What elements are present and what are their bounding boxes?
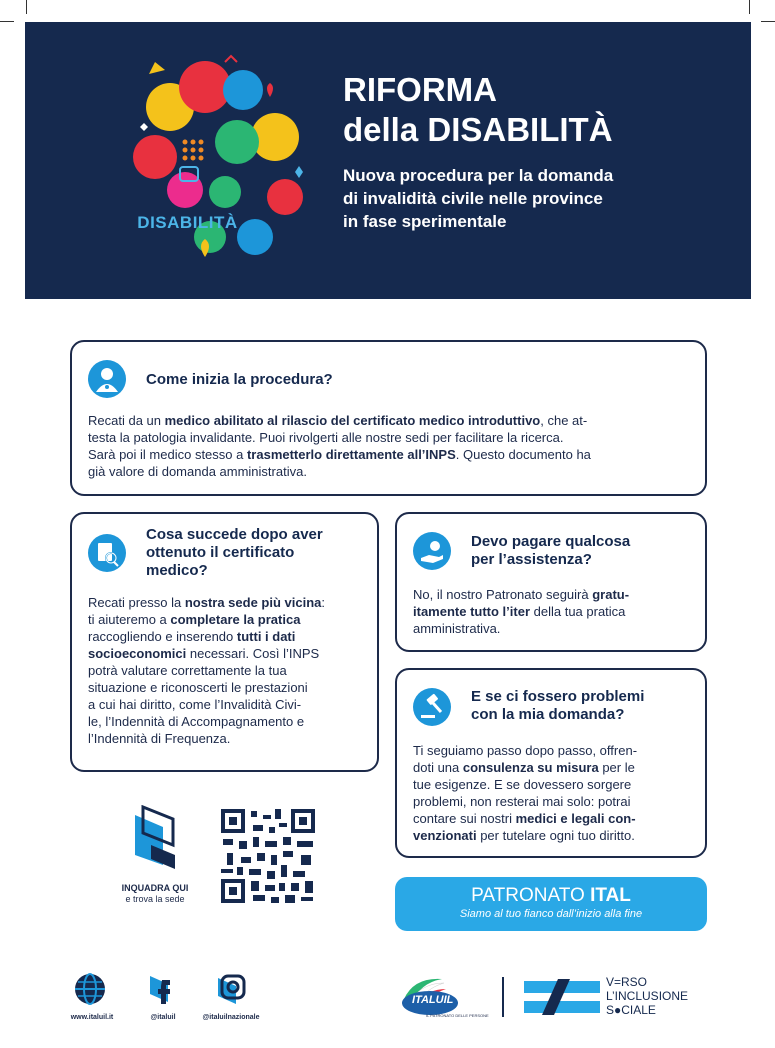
disability-illustration [125,42,305,282]
body-line: l’Indennità di Frequenza. [88,731,231,746]
patronato-prefix: PATRONATO [471,885,591,906]
document-search-icon [88,534,126,572]
body-line: contare sui nostri medici e legali con- [413,811,636,826]
verso-line: S●CIALE [606,1003,656,1017]
phone-scan-icon [133,805,183,875]
title-line: Cosa succede dopo aver [146,526,323,543]
instagram-icon[interactable] [216,972,248,1006]
section-problems [395,668,707,858]
title-line: E se ci fossero problemi [471,688,645,705]
body-line: doti una consulenza su misura per le [413,760,635,775]
body-line: situazione e riconoscerti le prestazioni [88,680,308,695]
patronato-name: ITAL [590,885,631,906]
body-line: Recati da un medico abilitato al rilascio del certificato medico introduttivo, che at- [88,413,588,428]
section-title [146,526,323,580]
page-subtitle [343,164,703,233]
section-title [471,533,630,569]
section-body [88,594,364,747]
globe-icon[interactable] [73,972,107,1006]
header-banner [25,22,751,299]
crop-mark [0,21,14,22]
section-title: Come inizia la procedura? [146,371,333,388]
title-line: medico? [146,562,208,579]
subtitle-line: Nuova procedura per la domanda [343,166,614,185]
body-line: amministrativa. [413,621,501,636]
body-line: socioeconomici necessari. Così l’INPS [88,646,320,661]
italuil-logo-text: ITALUIL [412,994,454,1006]
verso-inclusione-logo [524,979,600,1015]
qr-code[interactable] [219,807,317,905]
art-label: DISABILITÀ [137,213,238,232]
subtitle-line: in fase sperimentale [343,212,507,231]
italuil-logo-subtext: IL PATRONATO DELLE PERSONE [426,1013,489,1018]
gavel-icon [413,688,451,726]
title-line: RIFORMA [343,71,497,108]
facebook-icon[interactable] [148,972,178,1006]
qr-caption-strong: INQUADRA QUI [121,883,189,893]
crop-mark [26,0,27,14]
crop-mark [761,21,775,22]
patronato-banner [395,877,707,931]
section-body [413,742,695,844]
doctor-icon [88,360,126,398]
verso-inclusione-text [606,975,688,1017]
body-line: itamente tutto l’iter della tua pratica [413,604,626,619]
body-line: potrà valutare correttamente la tua [88,663,287,678]
instagram-link[interactable]: @italuilnazionale [202,1014,260,1021]
page-title [343,70,613,150]
body-line: problemi, non resterai mai solo: potrai [413,794,631,809]
body-line: già valore di domanda amministrativa. [88,464,307,479]
section-body [88,412,692,480]
patronato-subtitle: Siamo al tuo fianco dall’inizio alla fine [459,908,643,920]
title-line: per l’assistenza? [471,551,592,568]
qr-caption-text: e trova la sede [125,894,185,904]
section-payment [395,512,707,652]
hand-coin-icon [413,532,451,570]
verso-line: L’INCLUSIONE [606,989,689,1003]
footer-divider [502,977,504,1017]
body-line: a cui hai diritto, come l’Invalidità Civi- [88,697,302,712]
body-line: venzionati per tutelare ogni tuo diritto. [413,828,635,843]
crop-mark [749,0,750,14]
section-title [471,688,644,724]
body-line: testa la patologia invalidante. Puoi rivolgerti alle nostre sedi per facilitare la ricerca. [88,430,564,445]
body-line: le, l’Indennità di Accompagnamento e [88,714,305,729]
body-line: Ti seguiamo passo dopo passo, offren- [413,743,638,758]
body-line: No, il nostro Patronato seguirà gratu- [413,587,630,602]
qr-caption [105,883,205,905]
patronato-title [395,885,707,907]
body-line: Sarà poi il medico stesso a trasmetterlo direttamente all’INPS. Questo documento ha [88,447,591,462]
facebook-link[interactable]: @italuil [150,1014,176,1021]
verso-line: V=RSO [606,975,648,989]
body-line: Recati presso la nostra sede più vicina: [88,595,325,610]
title-line: con la mia domanda? [471,706,625,723]
section-start-procedure [70,340,707,496]
body-line: tue esigenze. E se dovessero sorgere [413,777,632,792]
title-line: della DISABILITÀ [343,111,613,148]
title-line: ottenuto il certificato [146,544,295,561]
website-link[interactable]: www.italuil.it [70,1014,114,1021]
title-line: Devo pagare qualcosa [471,533,631,550]
section-after-certificate [70,512,379,772]
disability-symbols-icon [125,42,305,282]
section-body [413,586,695,637]
body-line: ti aiuteremo a completare la pratica [88,612,301,627]
subtitle-line: di invalidità civile nelle province [343,189,603,208]
body-line: raccogliendo e inserendo tutti i dati [88,629,296,644]
